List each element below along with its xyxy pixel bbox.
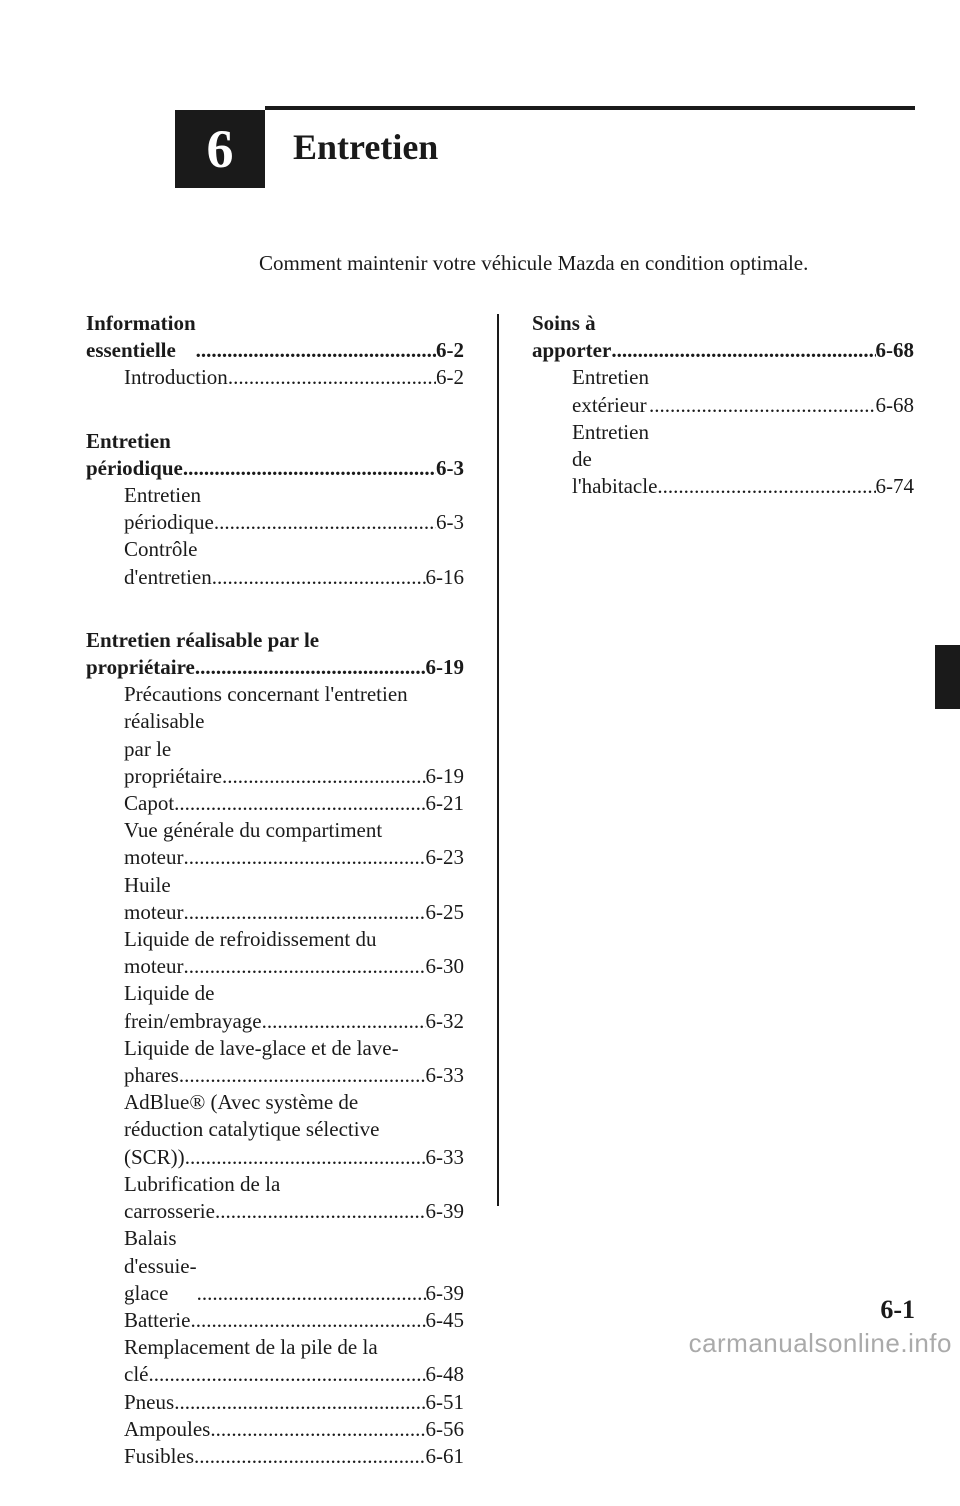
- entry-page: 6-39: [425, 1199, 464, 1224]
- chapter-number-box: [175, 110, 265, 188]
- toc-left-column: [86, 310, 464, 1506]
- column-divider: [497, 314, 499, 1206]
- entry-label: Pneus: [124, 1389, 175, 1414]
- entry-label: Capot: [124, 791, 175, 816]
- toc-entry[interactable]: [86, 1225, 464, 1307]
- leader-dots: [190, 1307, 425, 1334]
- entry-label: Fusibles: [124, 1443, 195, 1468]
- leader-dots: [185, 1144, 426, 1171]
- entry-label: Liquide de frein/embrayage: [124, 981, 262, 1033]
- entry-label: Batterie: [124, 1307, 191, 1332]
- page-number: 6-1: [880, 1295, 915, 1324]
- entry-page: 6-39: [425, 1280, 464, 1305]
- entry-page: 6-74: [875, 474, 914, 499]
- entry-page: 6-16: [425, 564, 464, 589]
- section-page: 6-3: [436, 455, 464, 480]
- toc-entry[interactable]: [532, 419, 914, 501]
- leader-dots: [197, 1280, 426, 1307]
- toc-section: [86, 627, 464, 1470]
- leader-dots: [262, 1008, 426, 1035]
- entry-label-line: Lubrification de la: [124, 1171, 281, 1196]
- leader-dots: [222, 763, 426, 790]
- leader-dots: [183, 455, 436, 482]
- toc-entry[interactable]: [86, 980, 464, 1034]
- leader-dots: [174, 790, 425, 817]
- entry-label: carrosserie: [124, 1199, 215, 1224]
- entry-page: 6-21: [425, 791, 464, 816]
- toc-entry[interactable]: [86, 708, 464, 790]
- toc-entry[interactable]: [86, 1443, 464, 1470]
- section-page: 6-68: [875, 338, 914, 363]
- toc-section: [86, 428, 464, 591]
- entry-label: moteur: [124, 954, 184, 979]
- toc-entry[interactable]: [86, 1389, 464, 1416]
- leader-dots: [183, 899, 425, 926]
- toc-entry[interactable]: [86, 844, 464, 871]
- section-label: propriétaire: [86, 655, 195, 680]
- leader-dots: [183, 844, 425, 871]
- leader-dots: [611, 337, 875, 364]
- chapter-subtitle: Comment maintenir votre véhicule Mazda en condition optimale.: [259, 251, 809, 275]
- toc-entry[interactable]: [86, 1062, 464, 1089]
- entry-page: 6-30: [425, 954, 464, 979]
- chapter-number: 6: [206, 119, 234, 179]
- entry-label-line: Remplacement de la pile de la: [124, 1335, 378, 1360]
- toc-entry[interactable]: [86, 790, 464, 817]
- entry-page: 6-56: [425, 1416, 464, 1441]
- toc-entry[interactable]: [86, 536, 464, 590]
- header-rule: [265, 106, 915, 110]
- entry-label: Introduction: [124, 365, 228, 390]
- entry-label: Entretien extérieur: [572, 365, 649, 417]
- watermark: carmanualsonline.info: [688, 1328, 952, 1358]
- entry-page: 6-33: [425, 1063, 464, 1088]
- section-page: 6-2: [436, 338, 464, 363]
- entry-label: Entretien périodique: [124, 483, 214, 535]
- toc-entry[interactable]: [532, 364, 914, 418]
- toc-section: [86, 310, 464, 392]
- chapter-title: Entretien: [293, 127, 439, 167]
- leader-dots: [210, 1416, 425, 1443]
- entry-label: réalisable par le propriétaire: [124, 709, 222, 788]
- leader-dots: [179, 1062, 426, 1089]
- entry-label-line: Précautions concernant l'entretien: [124, 682, 408, 707]
- entry-label: moteur: [124, 845, 184, 870]
- leader-dots: [649, 392, 876, 419]
- leader-dots: [214, 509, 436, 536]
- toc-right-column: [532, 310, 914, 536]
- entry-label: phares: [124, 1063, 179, 1088]
- toc-section: [532, 310, 914, 500]
- section-label: Soins à apporter: [532, 311, 612, 363]
- entry-page: 6-48: [425, 1362, 464, 1387]
- toc-section-heading[interactable]: [86, 428, 464, 482]
- chapter-side-tab: [935, 645, 960, 709]
- entry-page: 6-61: [425, 1443, 464, 1468]
- section-heading-line: Entretien réalisable par le: [86, 627, 320, 652]
- entry-page: 6-19: [425, 763, 464, 788]
- toc-entry[interactable]: [86, 872, 464, 926]
- entry-label: (SCR)): [124, 1144, 185, 1169]
- entry-label: Huile moteur: [124, 872, 184, 924]
- entry-page: 6-68: [875, 392, 914, 417]
- toc-entry[interactable]: [86, 1144, 464, 1171]
- leader-dots: [174, 1389, 425, 1416]
- toc-entry[interactable]: [86, 1416, 464, 1443]
- entry-label: clé: [124, 1362, 149, 1387]
- toc-section-heading[interactable]: [532, 310, 914, 364]
- section-label: Entretien périodique: [86, 428, 183, 480]
- leader-dots: [183, 953, 425, 980]
- entry-label: Ampoules: [124, 1416, 211, 1441]
- entry-page: 6-23: [425, 845, 464, 870]
- entry-label: Contrôle d'entretien: [124, 537, 212, 589]
- toc-entry[interactable]: [86, 1307, 464, 1334]
- entry-page: 6-33: [425, 1144, 464, 1169]
- entry-page: 6-25: [425, 899, 464, 924]
- toc-entry[interactable]: [86, 364, 464, 391]
- entry-label-line: Liquide de lave-glace et de lave-: [124, 1035, 399, 1060]
- leader-dots: [148, 1361, 425, 1388]
- leader-dots: [215, 1198, 426, 1225]
- entry-label-line: AdBlue® (Avec système de: [124, 1090, 359, 1115]
- entry-page: 6-51: [425, 1389, 464, 1414]
- leader-dots: [228, 364, 436, 391]
- entry-label-line: Liquide de refroidissement du: [124, 927, 377, 952]
- leader-dots: [657, 473, 875, 500]
- toc-section-heading[interactable]: [86, 654, 464, 681]
- leader-dots: [194, 1443, 425, 1470]
- toc-entry[interactable]: [86, 482, 464, 536]
- entry-label-line: Vue générale du compartiment: [124, 818, 383, 843]
- entry-page: 6-32: [425, 1008, 464, 1033]
- toc-entry[interactable]: [86, 1361, 464, 1388]
- leader-dots: [195, 654, 426, 681]
- leader-dots: [212, 564, 426, 591]
- leader-dots: [196, 337, 436, 364]
- entry-label-line: réduction catalytique sélective: [124, 1117, 380, 1142]
- entry-label: Balais d'essuie-glace: [124, 1226, 197, 1305]
- section-label: Information essentielle: [86, 311, 196, 363]
- entry-page: 6-2: [436, 365, 464, 390]
- toc-entry[interactable]: [86, 1198, 464, 1225]
- toc-entry[interactable]: [86, 953, 464, 980]
- entry-label: Entretien de l'habitacle: [572, 419, 658, 499]
- entry-page: 6-3: [436, 510, 464, 535]
- entry-page: 6-45: [425, 1307, 464, 1332]
- toc-section-heading[interactable]: [86, 310, 464, 364]
- section-page: 6-19: [425, 655, 464, 680]
